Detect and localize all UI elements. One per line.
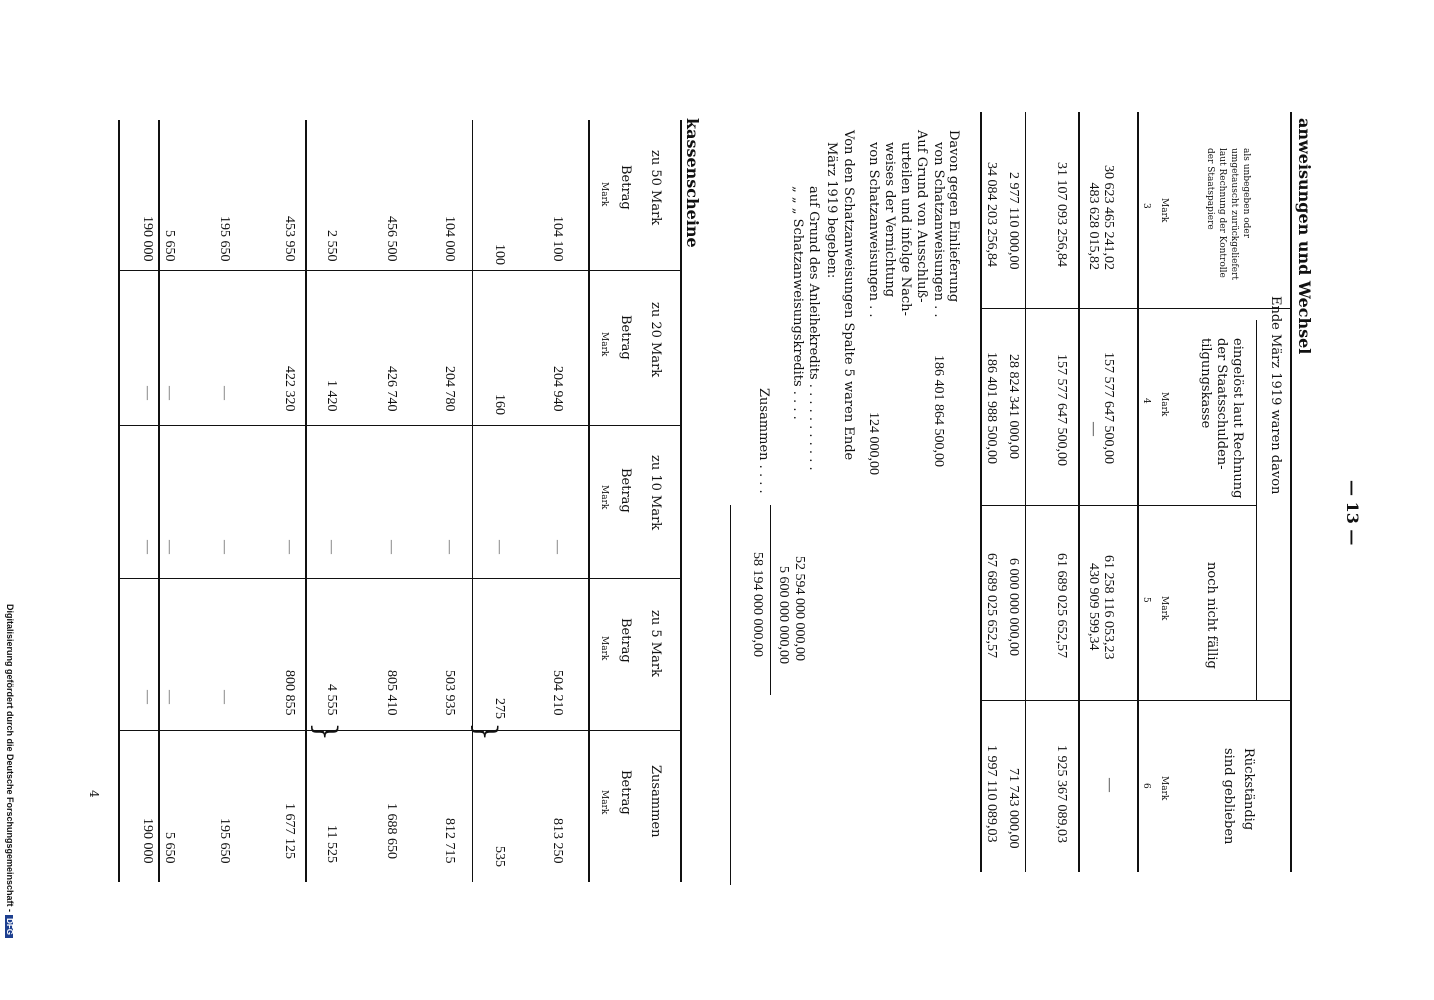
lower-cell-r4-c4: 11 525 xyxy=(324,824,339,863)
lower-cell-r7-c3: — xyxy=(162,690,177,704)
upper-col-sep-2 xyxy=(980,505,1257,506)
lower-cell-r2-c1: 204 780 xyxy=(442,365,457,412)
note-3: urteilen und infolge Nach- xyxy=(898,142,913,316)
lower-cell-r8-c3: — xyxy=(140,690,155,704)
lower-cell-r2-c3: 503 935 xyxy=(442,669,457,716)
upper-col-unit-5: Mark xyxy=(1159,596,1169,621)
lower-cell-r5-c2: — xyxy=(282,540,297,554)
lower-col-betrag-5: Betrag xyxy=(618,618,633,663)
upper-cell-r0-c6: — xyxy=(1102,778,1117,792)
given-0-value: 52 594 000 000,00 xyxy=(792,556,807,661)
upper-col-sep-3 xyxy=(980,700,1290,701)
lower-cell-r7-c4: 5 650 xyxy=(162,832,177,864)
lower-cell-r0-c3: 504 210 xyxy=(550,669,565,716)
note-6: Von den Schatzanweisungen Spalte 5 waren Ende xyxy=(841,130,856,461)
lower-cell-r1-c2: — xyxy=(492,540,507,554)
lower-bottom-rule xyxy=(118,120,120,882)
lower-cell-r1-c1: 160 xyxy=(492,394,507,416)
upper-cell-r2-c6: 71 743 000,00 xyxy=(1006,768,1021,849)
upper-cell-r1-c3: 31 107 093 256,84 xyxy=(1054,162,1069,267)
lower-col-sep-3 xyxy=(118,578,682,579)
lower-title: kassenscheine xyxy=(683,118,702,248)
upper-cell-r0-c4: 157 577 647 500,00 — xyxy=(1086,352,1116,464)
note-2: Auf Grund von Ausschluß- xyxy=(914,130,929,303)
lower-cell-r6-c3: — xyxy=(217,690,232,704)
upper-col-header-4: eingelöst laut Rechnung der Staatsschulden- tilgungskasse xyxy=(1198,338,1245,499)
note-4: weises der Vernichtung xyxy=(882,142,897,298)
lower-col-sep-1 xyxy=(118,270,682,271)
funding-note: Digitalisierung gefördert durch die Deutsche Forschungsgemeinschaft -DFG xyxy=(5,604,14,938)
page-marker: 4 xyxy=(87,790,101,798)
lower-cell-r5-c0: 453 950 xyxy=(282,215,297,262)
note-7: März 1919 begeben: xyxy=(824,142,839,279)
lower-cell-r1-c0: 100 xyxy=(492,244,507,266)
lower-header-rule xyxy=(588,120,590,882)
upper-cell-r0-c5: 61 258 116 053,23 430 909 599,34 xyxy=(1086,555,1116,660)
lower-col-sep-2 xyxy=(118,425,682,426)
lower-cell-r2-c4: 812 715 xyxy=(442,817,457,864)
lower-cell-r4-c3: 4 555 xyxy=(324,684,339,716)
upper-header-rule xyxy=(1137,112,1139,872)
lower-col-unit-50: Mark xyxy=(599,182,609,207)
upper-col-num-6: 6 xyxy=(1141,783,1151,789)
note-1-value: 186 401 864 500,00 xyxy=(931,355,946,467)
lower-col-header-10: zu 10 Mark xyxy=(648,455,663,531)
upper-title: anweisungen und Wechsel xyxy=(1295,118,1314,355)
lower-cell-r3-c2: — xyxy=(384,540,399,554)
upper-cell-r1-c6: 1 925 367 089,03 xyxy=(1054,745,1069,843)
group-header: Ende März 1919 waren davon xyxy=(1268,296,1283,495)
lower-col-sep-4 xyxy=(118,730,682,731)
upper-row-rule-2 xyxy=(1025,112,1026,872)
upper-col-unit-4: Mark xyxy=(1159,392,1169,417)
lower-cell-r1-c4: 535 xyxy=(492,846,507,868)
upper-col-sep-1 xyxy=(980,308,1290,309)
brace-mark: } xyxy=(308,722,343,742)
lower-cell-r6-c4: 195 650 xyxy=(217,817,232,864)
upper-row-rule-3 xyxy=(980,112,982,872)
lower-cell-r6-c2: — xyxy=(217,540,232,554)
lower-cell-r3-c0: 456 500 xyxy=(384,215,399,262)
total-rule xyxy=(770,505,771,695)
upper-col-header-3: als unbegeben oder umgetauscht zurückgeliefert laut Rechnung der Kontrolle der Staatspapiere xyxy=(1205,148,1251,281)
lower-cell-r4-c2: — xyxy=(324,540,339,554)
lower-cell-r3-c3: 805 410 xyxy=(384,669,399,716)
note-1: von Schatzanweisungen . . xyxy=(931,142,946,318)
brace-mark: } xyxy=(468,722,503,742)
lower-cell-r8-c0: 190 000 xyxy=(140,215,155,262)
lower-cell-r5-c3: 800 855 xyxy=(282,669,297,716)
upper-col-unit-6: Mark xyxy=(1159,776,1169,801)
lower-col-betrag-10: Betrag xyxy=(618,468,633,513)
lower-col-betrag-total: Betrag xyxy=(618,770,633,815)
upper-col-num-5: 5 xyxy=(1141,597,1151,603)
lower-col-betrag-20: Betrag xyxy=(618,315,633,360)
lower-cell-r1-c3: 275 xyxy=(492,698,507,720)
lower-row-rule-1 xyxy=(472,120,473,882)
lower-col-unit-10: Mark xyxy=(599,485,609,510)
lower-cell-r7-c0: 5 650 xyxy=(162,230,177,262)
upper-col-num-3: 3 xyxy=(1141,203,1151,209)
lower-col-header-50: zu 50 Mark xyxy=(648,150,663,226)
upper-cell-r1-c5: 61 689 025 652,57 xyxy=(1054,553,1069,658)
upper-col-header-5: noch nicht fällig xyxy=(1204,562,1219,669)
group-header-rule xyxy=(1256,320,1257,700)
lower-cell-r4-c1: 1 420 xyxy=(324,380,339,412)
dfg-logo: DFG xyxy=(5,915,13,938)
lower-cell-r2-c2: — xyxy=(442,540,457,554)
upper-cell-r3-c5: 67 689 025 652,57 xyxy=(984,553,999,658)
note-5-value: 124 000,00 xyxy=(866,412,881,475)
given-0: auf Grund des Anleihekredits . . . . . . . . . . . xyxy=(806,186,821,471)
upper-top-rule xyxy=(1290,112,1292,872)
lower-cell-r0-c1: 204 940 xyxy=(550,365,565,412)
note-5: von Schatzanweisungen . . xyxy=(866,142,881,318)
upper-cell-r2-c4: 28 824 341 000,00 xyxy=(1006,354,1021,459)
lower-cell-r8-c4: 190 000 xyxy=(140,817,155,864)
upper-cell-r2-c5: 6 000 000 000,00 xyxy=(1006,558,1021,656)
upper-cell-r3-c4: 186 401 988 500,00 xyxy=(984,352,999,464)
lower-top-rule xyxy=(680,120,682,882)
lower-col-unit-20: Mark xyxy=(599,332,609,357)
upper-col-num-4: 4 xyxy=(1141,398,1151,404)
lower-cell-r5-c1: 422 320 xyxy=(282,365,297,412)
upper-col-header-6: Rückständig sind geblieben xyxy=(1221,748,1256,845)
note-0: Davon gegen Einlieferung xyxy=(946,130,961,303)
lower-cell-r6-c0: 195 650 xyxy=(217,215,232,262)
lower-cell-r5-c4: 1 677 125 xyxy=(282,803,297,860)
lower-cell-r2-c0: 104 000 xyxy=(442,215,457,262)
upper-col-unit-3: Mark xyxy=(1159,198,1169,223)
lower-row-rule-2 xyxy=(305,120,307,882)
lower-cell-r0-c2: — xyxy=(550,540,565,554)
lower-cell-r0-c4: 813 250 xyxy=(550,817,565,864)
given-1: „ „ „ Schatzanweisungskredits . . . . xyxy=(790,186,805,420)
lower-col-header-20: zu 20 Mark xyxy=(648,302,663,378)
upper-cell-r3-c6: 1 997 110 089,03 xyxy=(984,745,999,843)
upper-cell-r1-c4: 157 577 647 500,00 xyxy=(1054,354,1069,466)
lower-cell-r3-c1: 426 740 xyxy=(384,365,399,412)
lower-cell-r3-c4: 1 688 650 xyxy=(384,803,399,860)
lower-col-header-5: zu 5 Mark xyxy=(648,610,663,677)
lower-col-unit-5: Mark xyxy=(599,636,609,661)
upper-row-rule-1 xyxy=(1078,112,1080,872)
lower-cell-r6-c1: — xyxy=(217,386,232,400)
lower-row-rule-3 xyxy=(158,120,160,882)
upper-cell-r0-c3: 30 623 465 241,02 483 628 015,82 xyxy=(1086,165,1116,270)
lower-cell-r7-c1: — xyxy=(162,386,177,400)
total-value: 58 194 000 000,00 xyxy=(750,552,765,657)
lower-cell-r7-c2: — xyxy=(162,540,177,554)
lower-col-unit-total: Mark xyxy=(599,790,609,815)
lower-col-betrag-50: Betrag xyxy=(618,165,633,210)
lower-cell-r8-c1: — xyxy=(140,386,155,400)
given-1-value: 5 600 000 000,00 xyxy=(776,566,791,664)
upper-bottom-rule xyxy=(730,505,731,885)
lower-cell-r8-c2: — xyxy=(140,540,155,554)
page-number: — 13 — xyxy=(1343,480,1362,546)
upper-cell-r3-c3: 34 084 203 256,84 xyxy=(984,162,999,267)
lower-cell-r4-c0: 2 550 xyxy=(324,230,339,262)
total-label: Zusammen . . . . xyxy=(756,388,771,494)
lower-col-header-total: Zusammen xyxy=(648,765,663,838)
lower-cell-r0-c0: 104 100 xyxy=(550,215,565,262)
upper-cell-r2-c3: 2 977 110 000,00 xyxy=(1006,172,1021,270)
